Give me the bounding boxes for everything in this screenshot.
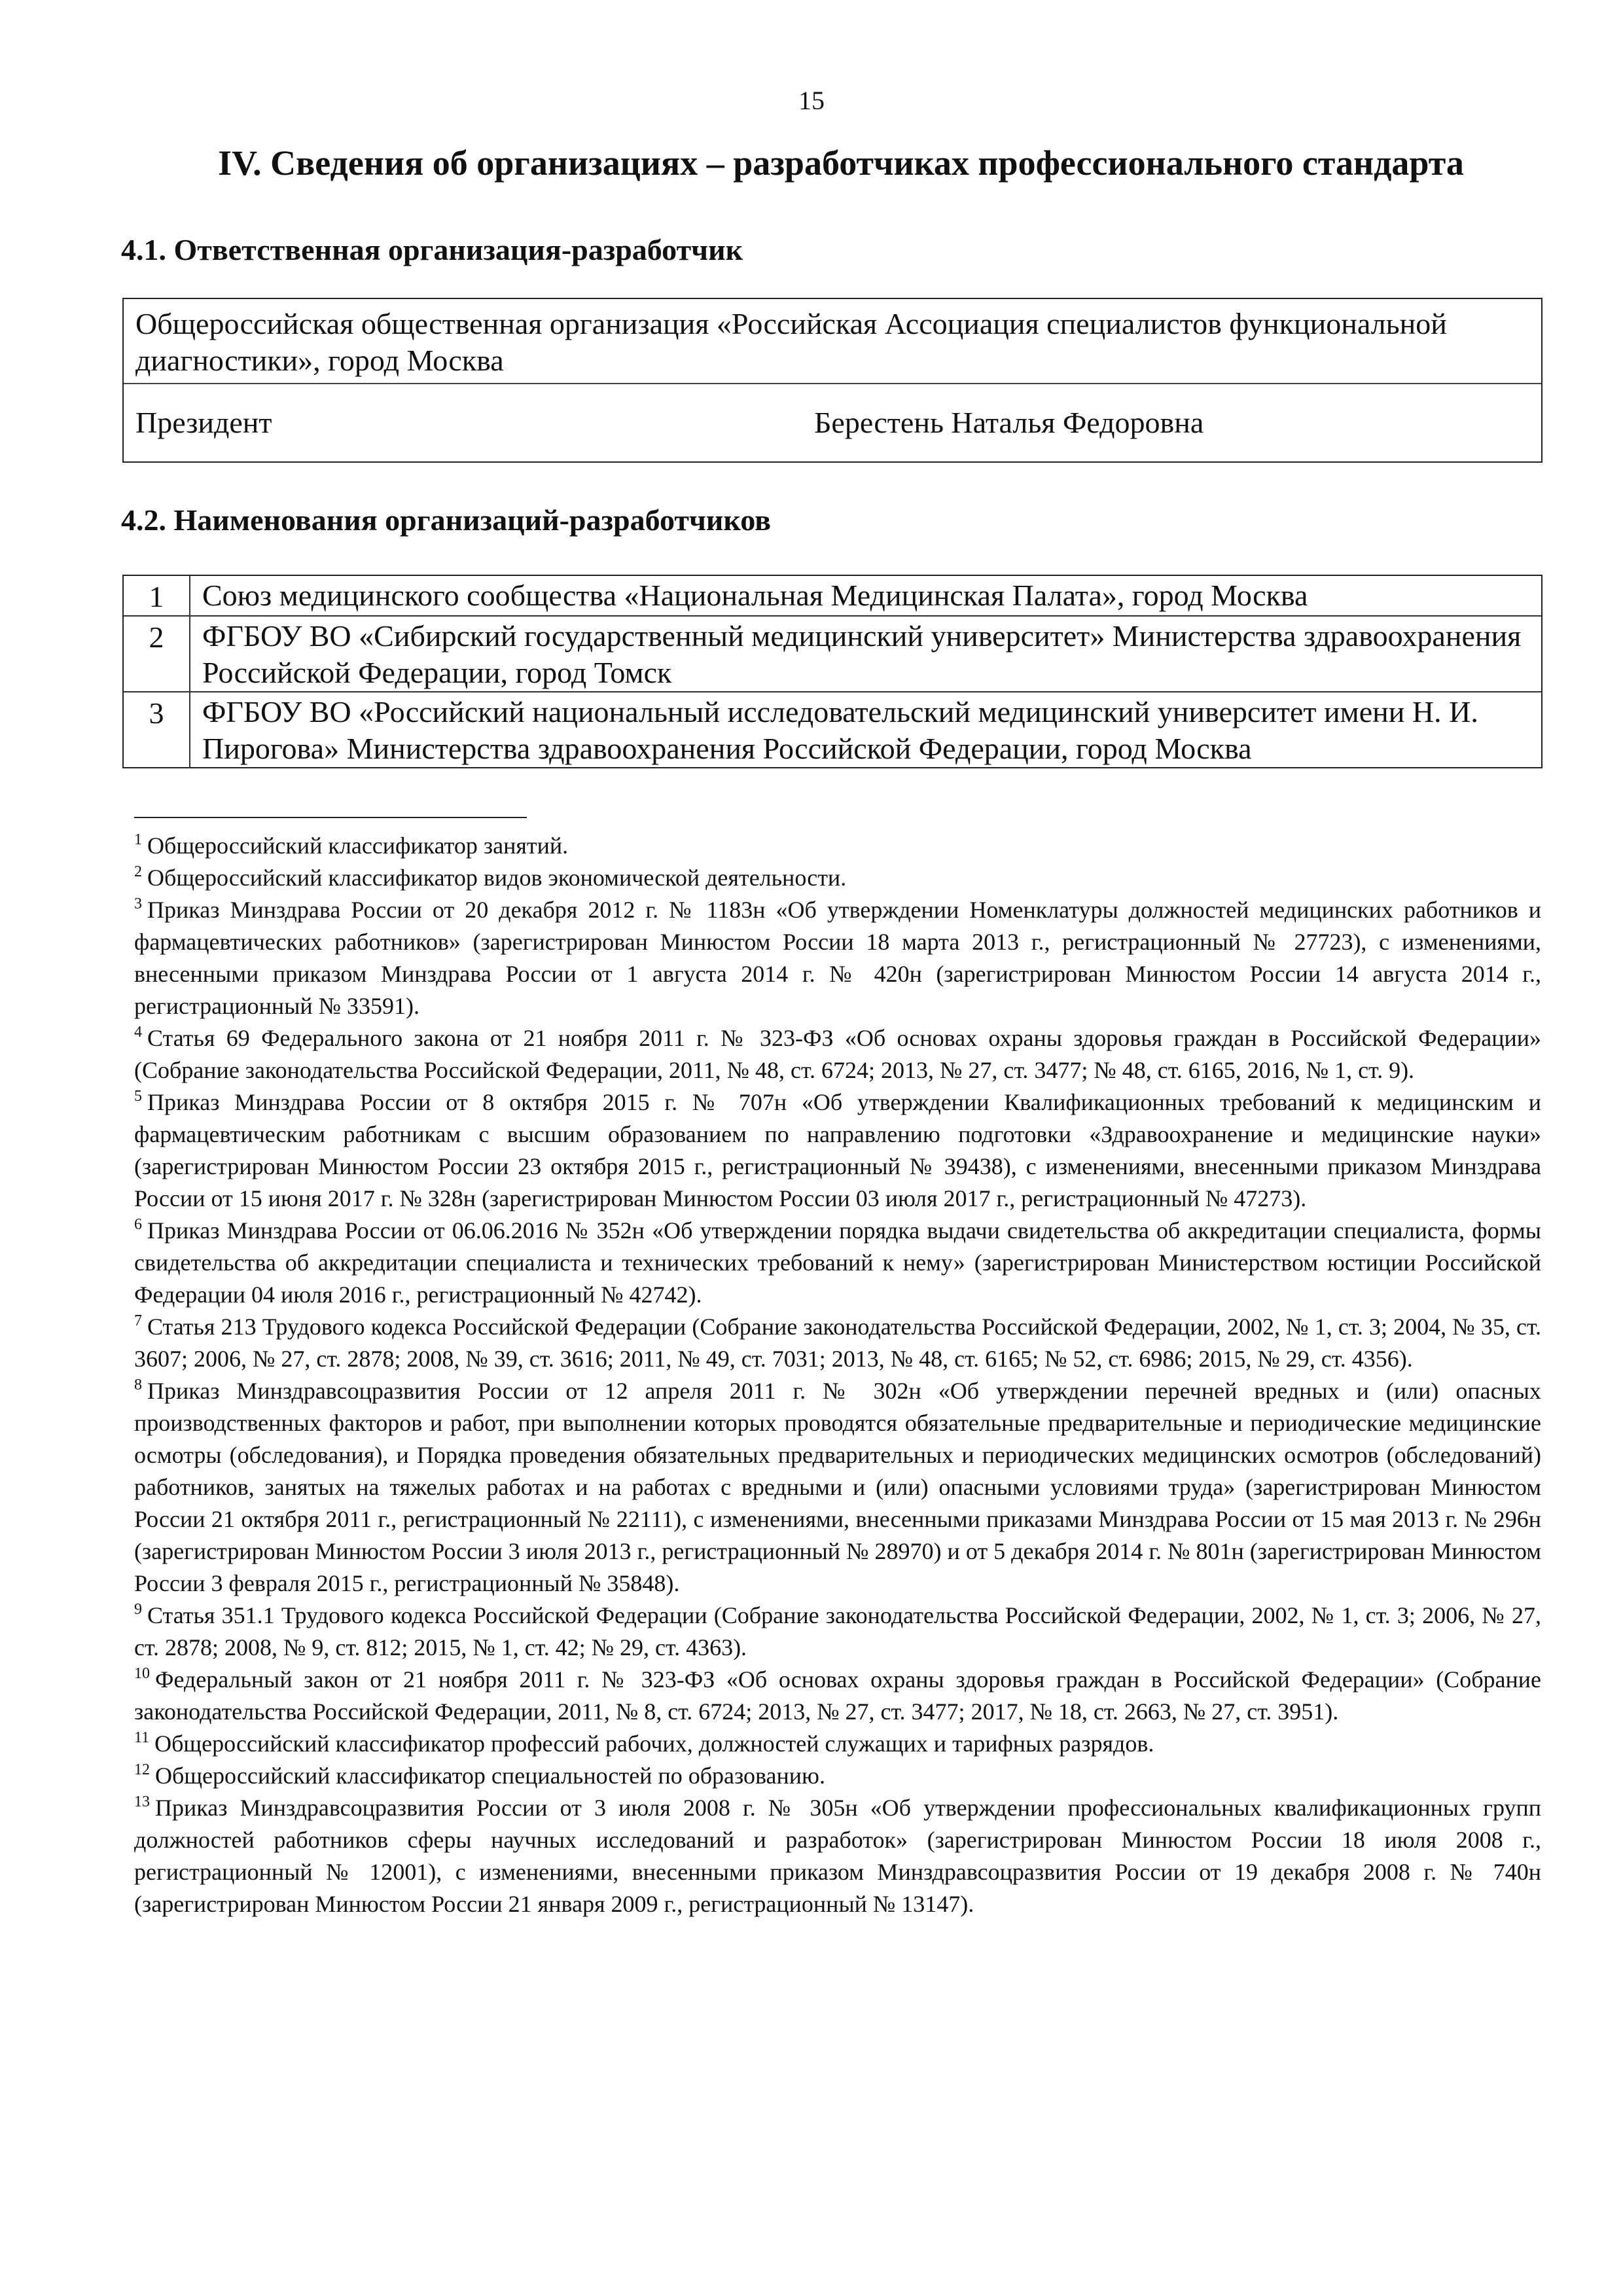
footnote — [134, 830, 1541, 862]
footnote — [134, 1728, 1541, 1760]
table-row — [124, 576, 1541, 615]
footnote-mark: 6 — [134, 1216, 142, 1233]
org-name: Союз медицинского сообщества «Национальная Медицинская Палата», город Москва — [202, 579, 1308, 612]
footnote-mark: 9 — [134, 1601, 142, 1618]
footnote-mark: 10 — [134, 1665, 150, 1682]
footnote — [134, 1760, 1541, 1792]
org-name: ФГБОУ ВО «Сибирский государственный медицинский университет» Министерства здравоохранения Российской Федерации, город Томск — [202, 619, 1522, 689]
table-row — [124, 691, 1541, 768]
footnote-text: Статья 351.1 Трудового кодекса Российской Федерации (Собрание законодательства Российской Федерации, 2002, № 1, ст. 3; 2006, № 27, ст. 2878; 2008, № 9, ст. 812; 2015, № 1, ст. 42; № 29, ст. 4363). — [134, 1602, 1541, 1660]
responsible-org-table — [122, 298, 1543, 463]
footnote-text: Общероссийский классификатор занятий. — [147, 833, 569, 859]
footnote-mark: 3 — [134, 895, 142, 912]
responsible-org-heading: 4.1. Ответственная организация-разработчик — [121, 233, 743, 266]
row-number: 3 — [149, 696, 164, 730]
footnote — [134, 862, 1541, 894]
footnote-mark: 5 — [134, 1088, 142, 1105]
footnote — [134, 1086, 1541, 1215]
footnote — [134, 1311, 1541, 1375]
footnote-mark: 13 — [134, 1793, 150, 1810]
footnote — [134, 1792, 1541, 1920]
table-row — [124, 615, 1541, 692]
footnote-mark: 1 — [134, 831, 142, 848]
footnote-mark: 4 — [134, 1024, 142, 1041]
footnote — [134, 894, 1541, 1022]
developer-orgs-heading: 4.2. Наименования организаций-разработчиков — [121, 503, 771, 537]
responsible-role: Президент — [135, 406, 272, 439]
row-number: 1 — [149, 580, 164, 613]
footnote — [134, 1215, 1541, 1311]
footnotes — [134, 830, 1541, 1920]
footnote-text: Федеральный закон от 21 ноября 2011 г. № 323-ФЗ «Об основах охраны здоровья граждан в Российской Федерации» (Собрание законодательства Российской Федерации, 2011, № 8, ст. 6724; 2013, № 27, ст. 3477; 2017, № 18, ст. 2663, № 27, ст. 3951). — [134, 1666, 1541, 1725]
page-number: 15 — [798, 86, 825, 115]
footnote-mark: 12 — [134, 1761, 150, 1778]
footnote-text: Статья 213 Трудового кодекса Российской Федерации (Собрание законодательства Российской Федерации, 2002, № 1, ст. 3; 2004, № 35, ст. 3607; 2006, № 27, ст. 2878; 2008, № 39, ст. 3616; 2011, № 49, ст. 7031; 2013, № 48, ст. 6165; № 52, ст. 6986; 2015, № 29, ст. 4356). — [134, 1314, 1541, 1372]
footnote — [134, 1600, 1541, 1664]
footnote-mark: 7 — [134, 1312, 142, 1329]
footnote-text: Общероссийский классификатор видов экономической деятельности. — [147, 865, 847, 891]
footnote-mark: 11 — [134, 1729, 150, 1746]
footnote-mark: 8 — [134, 1376, 142, 1393]
footnote-text: Общероссийский классификатор профессий рабочих, должностей служащих и тарифных разрядов. — [154, 1731, 1154, 1757]
footnote-separator — [134, 817, 527, 818]
footnote-text: Приказ Минздрава России от 8 октября 2015 г. № 707н «Об утверждении Квалификационных требований к медицинским и фармацевтическим работникам с высшим образованием по направлению подготовки «Здравоохранение и медицинские науки» (зарегистрирован Минюстом России 23 октября 2015 г., регистрационный № 39438), с изменениями, внесенными приказом Минздрава России от 15 июня 2017 г. № 328н (зарегистрирован Минюстом России 03 июля 2017 г., регистрационный № 47273). — [134, 1089, 1541, 1211]
footnote-text: Приказ Минздравсоцразвития России от 3 июля 2008 г. № 305н «Об утверждении профессиональных квалификационных групп должностей работников сферы научных исследований и разработок» (зарегистрирован Минюстом России 18 июля 2008 г., регистрационный № 12001), с изменениями, внесенными приказом Минздравсоцразвития России от 19 декабря 2008 г. № 740н (зарегистрирован Минюстом России 21 января 2009 г., регистрационный № 13147). — [134, 1795, 1541, 1917]
footnote-text: Приказ Минздрава России от 20 декабря 2012 г. № 1183н «Об утверждении Номенклатуры должностей медицинских работников и фармацевтических работников» (зарегистрирован Минюстом России 18 марта 2013 г., регистрационный № 27723), с изменениями, внесенными приказом Минздрава России от 1 августа 2014 г. № 420н (зарегистрирован Минюстом России 14 августа 2014 г., регистрационный № 33591). — [134, 897, 1541, 1019]
org-name: ФГБОУ ВО «Российский национальный исследовательский медицинский университет имени Н. И. Пирогова» Министерства здравоохранения Российской Федерации, город Москва — [202, 695, 1478, 765]
footnote — [134, 1664, 1541, 1728]
footnote-text: Общероссийский классификатор специальностей по образованию. — [155, 1763, 825, 1789]
responsible-org-name: Общероссийская общественная организация «Российская Ассоциация специалистов функциональной диагностики», город Москва — [135, 307, 1447, 377]
row-number: 2 — [149, 620, 164, 654]
responsible-person: Берестень Наталья Федоровна — [814, 406, 1204, 439]
footnote — [134, 1022, 1541, 1086]
section-title: IV. Сведения об организациях – разработчиках профессионального стандарта — [218, 143, 1464, 183]
footnote-mark: 2 — [134, 863, 142, 880]
footnote-text: Статья 69 Федерального закона от 21 ноября 2011 г. № 323-ФЗ «Об основах охраны здоровья граждан в Российской Федерации» (Собрание законодательства Российской Федерации, 2011, № 48, ст. 6724; 2013, № 27, ст. 3477; № 48, ст. 6165, 2016, № 1, ст. 9). — [134, 1025, 1541, 1083]
footnote-text: Приказ Минздравсоцразвития России от 12 апреля 2011 г. № 302н «Об утверждении перечней вредных и (или) опасных производственных факторов и работ, при выполнении которых проводятся обязательные предварительные и периодические медицинские осмотры (обследования), и Порядка проведения обязательных предварительных и периодических медицинских осмотров (обследований) работников, занятых на тяжелых работах и на работах с вредными и (или) опасными условиями труда» (зарегистрирован Минюстом России 21 октября 2011 г., регистрационный № 22111), с изменениями, внесенными приказами Минздрава России от 15 мая 2013 г. № 296н (зарегистрирован Минюстом России 3 июля 2013 г., регистрационный № 28970) и от 5 декабря 2014 г. № 801н (зарегистрирован Минюстом России 3 февраля 2015 г., регистрационный № 35848). — [134, 1378, 1541, 1596]
footnote — [134, 1375, 1541, 1600]
footnote-text: Приказ Минздрава России от 06.06.2016 № 352н «Об утверждении порядка выдачи свидетельства об аккредитации специалиста, формы свидетельства об аккредитации специалиста и технических требований к нему» (зарегистрирован Министерством юстиции Российской Федерации 04 июля 2016 г., регистрационный № 42742). — [134, 1217, 1541, 1308]
table-divider — [124, 383, 1541, 384]
developer-orgs-table — [122, 575, 1543, 768]
